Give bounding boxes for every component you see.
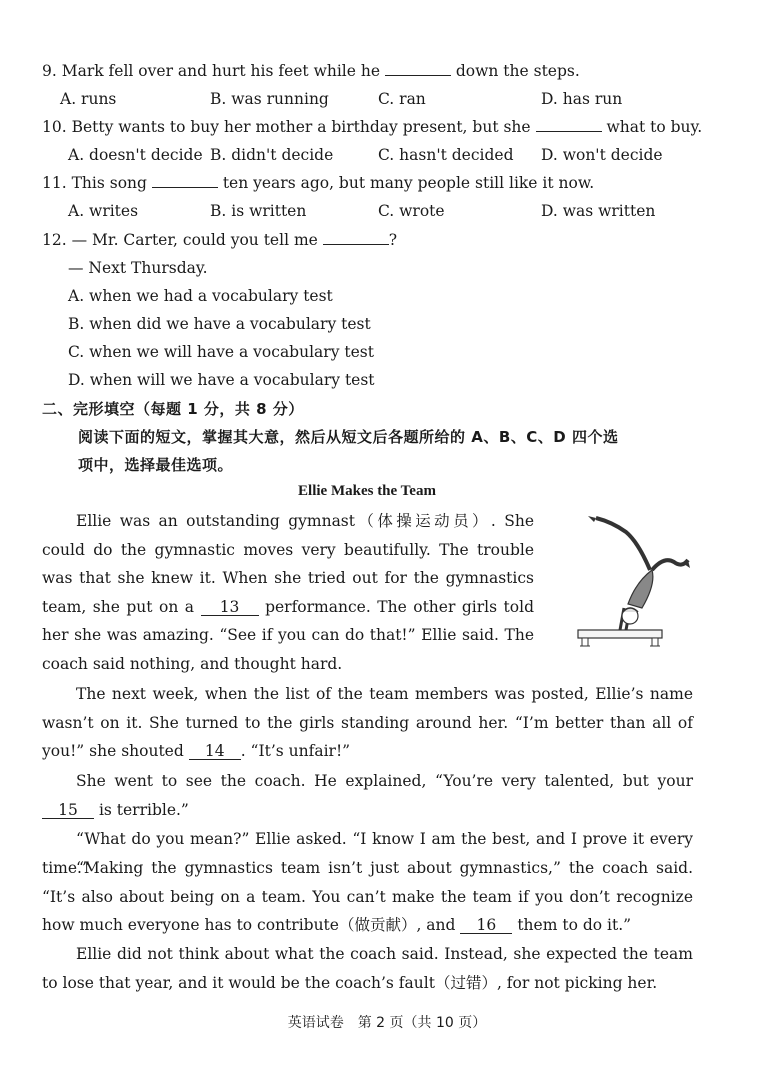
gymnast-handstand-icon bbox=[552, 512, 692, 652]
section-heading: 二、完形填空（每题 1 分，共 8 分） bbox=[42, 400, 304, 418]
question-10-stem-end: what to buy. bbox=[606, 118, 703, 136]
option-d: D. won't decide bbox=[541, 146, 663, 164]
passage-paragraph-2: The next week, when the list of the team members was posted, Ellie’s name wasn’t on it. She turned to the girls standing around her. “I’m better than all of you!” she shouted 14 . “It’s unfair!” bbox=[42, 685, 693, 761]
question-11-stem-end: ten years ago, but many people still like it now. bbox=[222, 174, 595, 192]
cloze-blank-15: 15 bbox=[42, 802, 94, 819]
option-b: B. was running bbox=[210, 90, 329, 108]
cloze-blank-16: 16 bbox=[460, 917, 512, 934]
question-12-reply: — Next Thursday. bbox=[68, 259, 208, 277]
option-a: A. runs bbox=[60, 90, 117, 108]
answer-blank bbox=[152, 187, 218, 188]
question-11 bbox=[42, 173, 594, 193]
question-10 bbox=[42, 117, 702, 137]
question-12-stem: 12. — Mr. Carter, could you tell me bbox=[42, 231, 318, 249]
option-d: D. when will we have a vocabulary test bbox=[68, 371, 375, 389]
gymnast-illustration bbox=[552, 512, 692, 652]
passage-paragraph-3: She went to see the coach. He explained, “You’re very talented, but your 15 is terrible.” bbox=[42, 767, 693, 824]
answer-blank bbox=[385, 75, 451, 76]
option-c: C. when we will have a vocabulary test bbox=[68, 343, 374, 361]
option-b: B. didn't decide bbox=[210, 146, 334, 164]
section-instruction: 阅读下面的短文，掌握其大意，然后从短文后各题所给的 A、B、C、D 四个选 bbox=[78, 428, 619, 446]
option-c: C. wrote bbox=[378, 202, 445, 220]
question-12-stem-end: ? bbox=[388, 231, 398, 249]
answer-blank bbox=[323, 244, 389, 245]
option-b: B. is written bbox=[210, 202, 307, 220]
option-c: C. hasn't decided bbox=[378, 146, 514, 164]
option-d: D. was written bbox=[541, 202, 656, 220]
cloze-blank-14: 14 bbox=[189, 743, 241, 760]
option-b: B. when did we have a vocabulary test bbox=[68, 315, 371, 333]
question-10-stem: 10. Betty wants to buy her mother a birthday present, but she bbox=[42, 118, 531, 136]
passage-paragraph-5: “Making the gymnastics team isn’t just about gymnastics,” the coach said. “It’s also about being on a team. You can’t make the team if you don’t recognize how much everyone has to contribute（做贡献）, and 16 them to do it.” bbox=[42, 859, 693, 935]
page-footer: 英语试卷 第 2 页（共 10 页） bbox=[287, 1015, 487, 1031]
question-11-stem: 11. This song bbox=[42, 174, 147, 192]
passage-paragraph-1: Ellie was an outstanding gymnast（体操运动员）. She could do the gymnastic moves very beautifully. The trouble was that she knew it. When she tried out for the gymnastics team, she put on a 13 performance. The other girls told her she was amazing. “See if you can do that!” Ellie said. The coach said nothing, and thought hard. bbox=[42, 512, 534, 673]
cloze-blank-13: 13 bbox=[201, 599, 259, 616]
option-a: A. when we had a vocabulary test bbox=[68, 287, 333, 305]
answer-blank bbox=[536, 131, 602, 132]
option-a: A. writes bbox=[68, 202, 139, 220]
question-12 bbox=[42, 230, 397, 250]
question-9 bbox=[42, 61, 580, 81]
option-c: C. ran bbox=[378, 90, 426, 108]
option-d: D. has run bbox=[541, 90, 623, 108]
passage-title: Ellie Makes the Team bbox=[298, 483, 436, 499]
option-a: A. doesn't decide bbox=[68, 146, 203, 164]
passage-paragraph-4: “What do you mean?” Ellie asked. “I know I am the best, and I prove it every time.” bbox=[42, 830, 693, 877]
question-9-stem-end: down the steps. bbox=[455, 62, 580, 80]
section-instruction-cont: 项中，选择最佳选项。 bbox=[78, 456, 234, 474]
passage-paragraph-6: Ellie did not think about what the coach said. Instead, she expected the team to lose that year, and it would be the coach’s fault（过错）, for not picking her. bbox=[42, 945, 693, 992]
question-9-stem: 9. Mark fell over and hurt his feet while he bbox=[42, 62, 380, 80]
